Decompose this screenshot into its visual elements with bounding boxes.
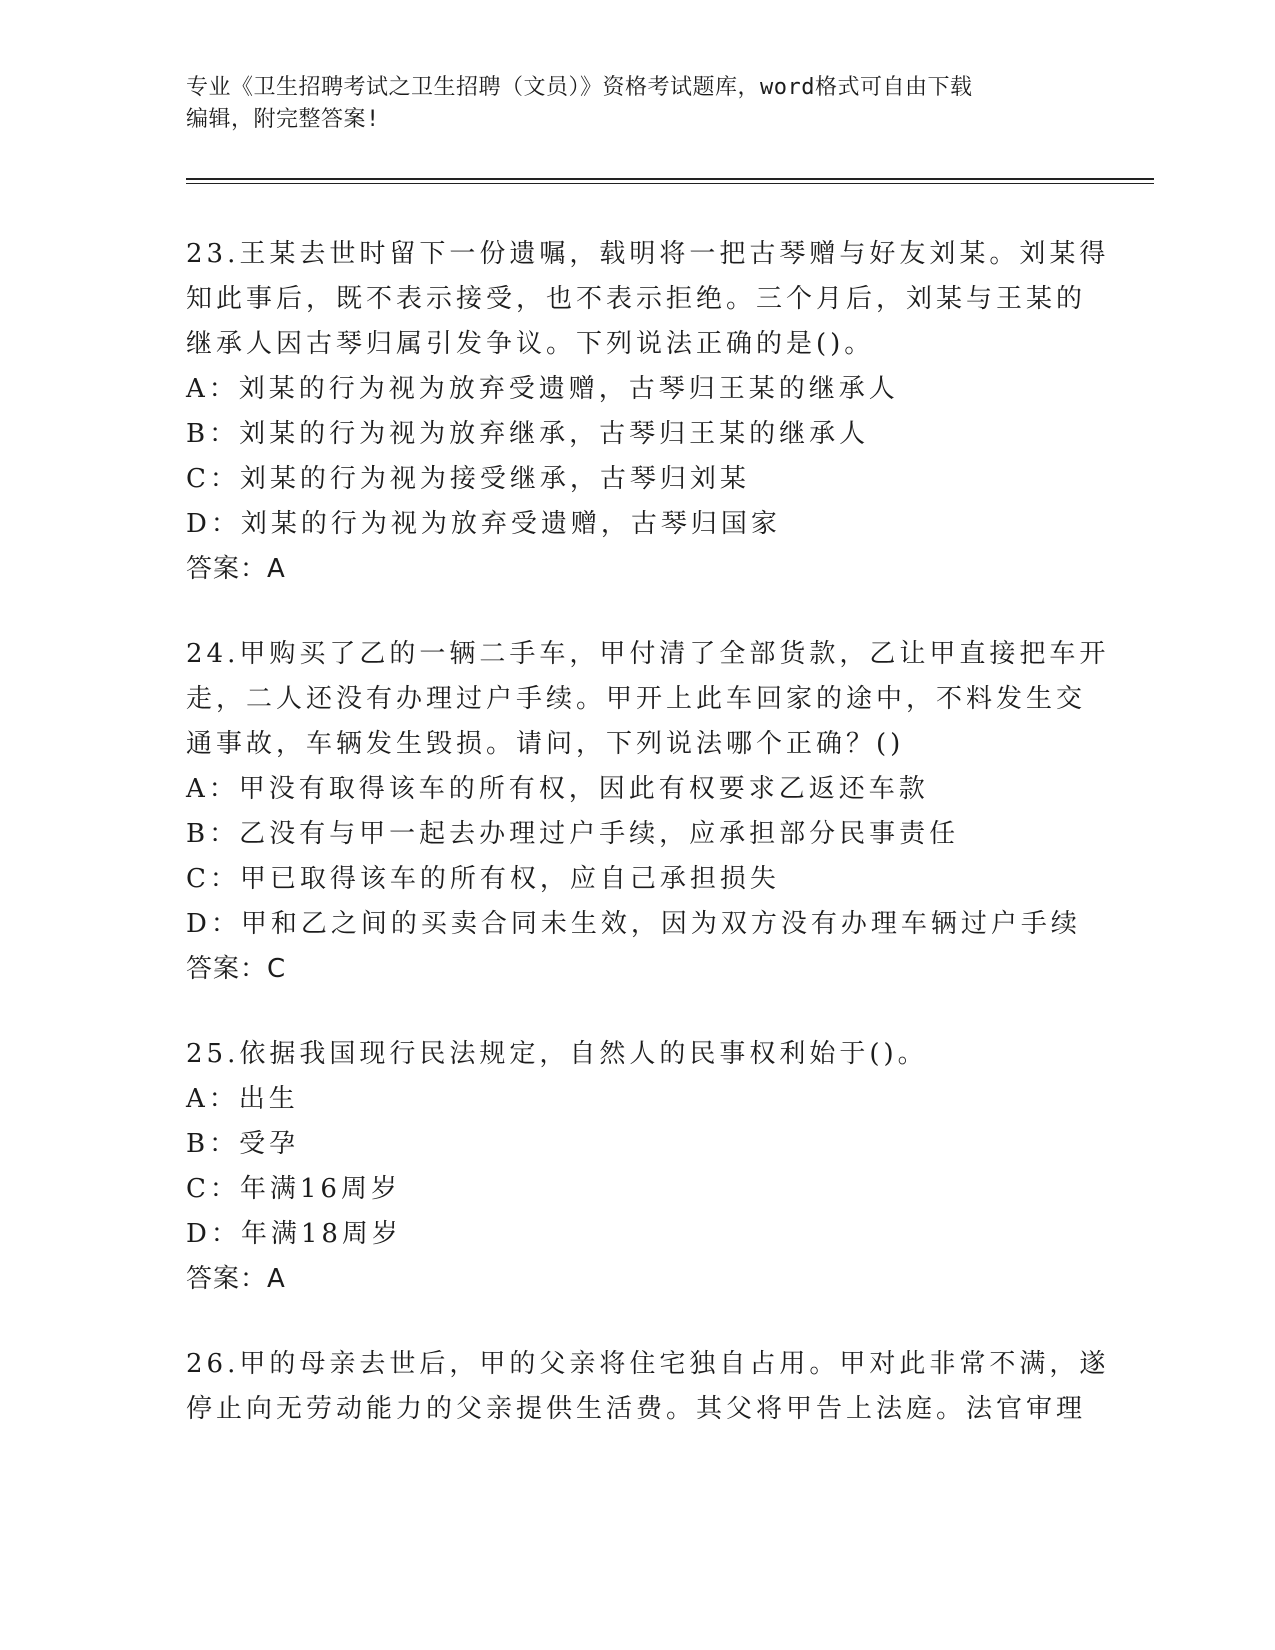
- answer-option: A：出生: [186, 1084, 299, 1114]
- question-stem-line: 25.依据我国现行民法规定，自然人的民事权利始于()。: [186, 1039, 928, 1069]
- question-stem-line: 继承人因古琴归属引发争议。下列说法正确的是()。: [186, 329, 875, 359]
- correct-answer: 答案：A: [186, 554, 286, 584]
- answer-option: C：甲已取得该车的所有权，应自己承担损失: [186, 864, 780, 894]
- answer-option: A：甲没有取得该车的所有权，因此有权要求乙返还车款: [186, 774, 929, 804]
- answer-option: B：刘某的行为视为放弃继承，古琴归王某的继承人: [186, 419, 870, 449]
- answer-option: B：受孕: [186, 1129, 300, 1159]
- question-stem-line: 23.王某去世时留下一份遗嘱，载明将一把古琴赠与好友刘某。刘某得: [186, 239, 1110, 269]
- question-block: [186, 1342, 1110, 1432]
- answer-option: D：甲和乙之间的买卖合同未生效，因为双方没有办理车辆过户手续: [186, 909, 1081, 939]
- header-divider-thin: [186, 183, 1154, 184]
- question-block: [186, 1032, 1086, 1302]
- question-stem-line: 走，二人还没有办理过户手续。甲开上此车回家的途中，不料发生交: [186, 684, 1087, 714]
- header-line-1: 专业《卫生招聘考试之卫生招聘（文员）》资格考试题库，word格式可自由下载: [186, 75, 973, 100]
- question-block: [186, 232, 1110, 592]
- correct-answer: 答案：A: [186, 1264, 286, 1294]
- answer-option: B：乙没有与甲一起去办理过户手续，应承担部分民事责任: [186, 819, 960, 849]
- answer-option: A：刘某的行为视为放弃受遗赠，古琴归王某的继承人: [186, 374, 899, 404]
- document-header: [186, 72, 1086, 136]
- question-block: [186, 632, 1110, 992]
- question-stem-line: 24.甲购买了乙的一辆二手车，甲付清了全部货款，乙让甲直接把车开: [186, 639, 1110, 669]
- correct-answer: 答案：C: [186, 954, 287, 984]
- header-line-2: 编辑，附完整答案!: [186, 107, 380, 132]
- question-stem-line: 26.甲的母亲去世后，甲的父亲将住宅独自占用。甲对此非常不满，遂: [186, 1349, 1110, 1379]
- answer-option: C：刘某的行为视为接受继承，古琴归刘某: [186, 464, 750, 494]
- question-stem-line: 知此事后，既不表示接受，也不表示拒绝。三个月后，刘某与王某的: [186, 284, 1087, 314]
- question-list: [186, 232, 1110, 1472]
- header-divider: [186, 178, 1154, 180]
- question-stem-line: 停止向无劳动能力的父亲提供生活费。其父将甲告上法庭。法官审理: [186, 1394, 1087, 1424]
- answer-option: D：年满18周岁: [186, 1219, 402, 1249]
- answer-option: C：年满16周岁: [186, 1174, 401, 1204]
- question-stem-line: 通事故，车辆发生毁损。请问，下列说法哪个正确？(): [186, 729, 905, 759]
- answer-option: D：刘某的行为视为放弃受遗赠，古琴归国家: [186, 509, 781, 539]
